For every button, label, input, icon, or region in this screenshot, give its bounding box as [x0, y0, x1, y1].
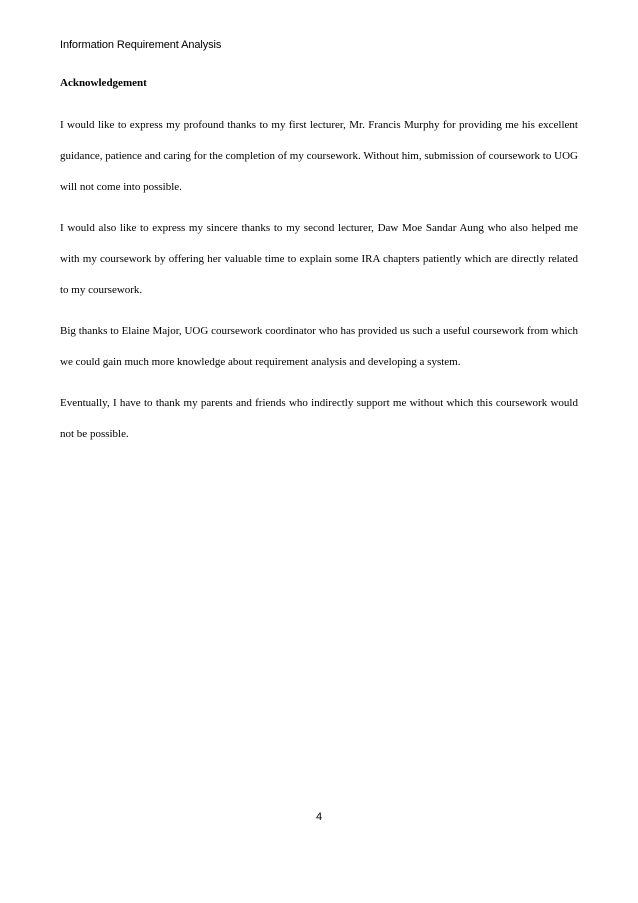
section-title: Acknowledgement	[60, 77, 147, 89]
paragraph: I would like to express my profound thanks to my first lecturer, Mr. Francis Murphy for providing me his excellent guidance, patience and caring for the completion of my coursework. Without him, submission of coursework to UOG will not come into possible.	[60, 119, 578, 193]
paragraph: Eventually, I have to thank my parents and friends who indirectly support me without which this coursework would not be possible.	[60, 397, 578, 440]
paragraph: I would also like to express my sincere thanks to my second lecturer, Daw Moe Sandar Aung who also helped me with my coursework by offering her valuable time to explain some IRA chapters patiently which are directly related to my coursework.	[60, 222, 578, 296]
running-header: Information Requirement Analysis	[60, 39, 222, 51]
paragraph: Big thanks to Elaine Major, UOG coursework coordinator who has provided us such a useful coursework from which we could gain much more knowledge about requirement analysis and developing a system.	[60, 325, 578, 368]
page-number: 4	[315, 811, 323, 823]
page-content	[60, 76, 578, 460]
